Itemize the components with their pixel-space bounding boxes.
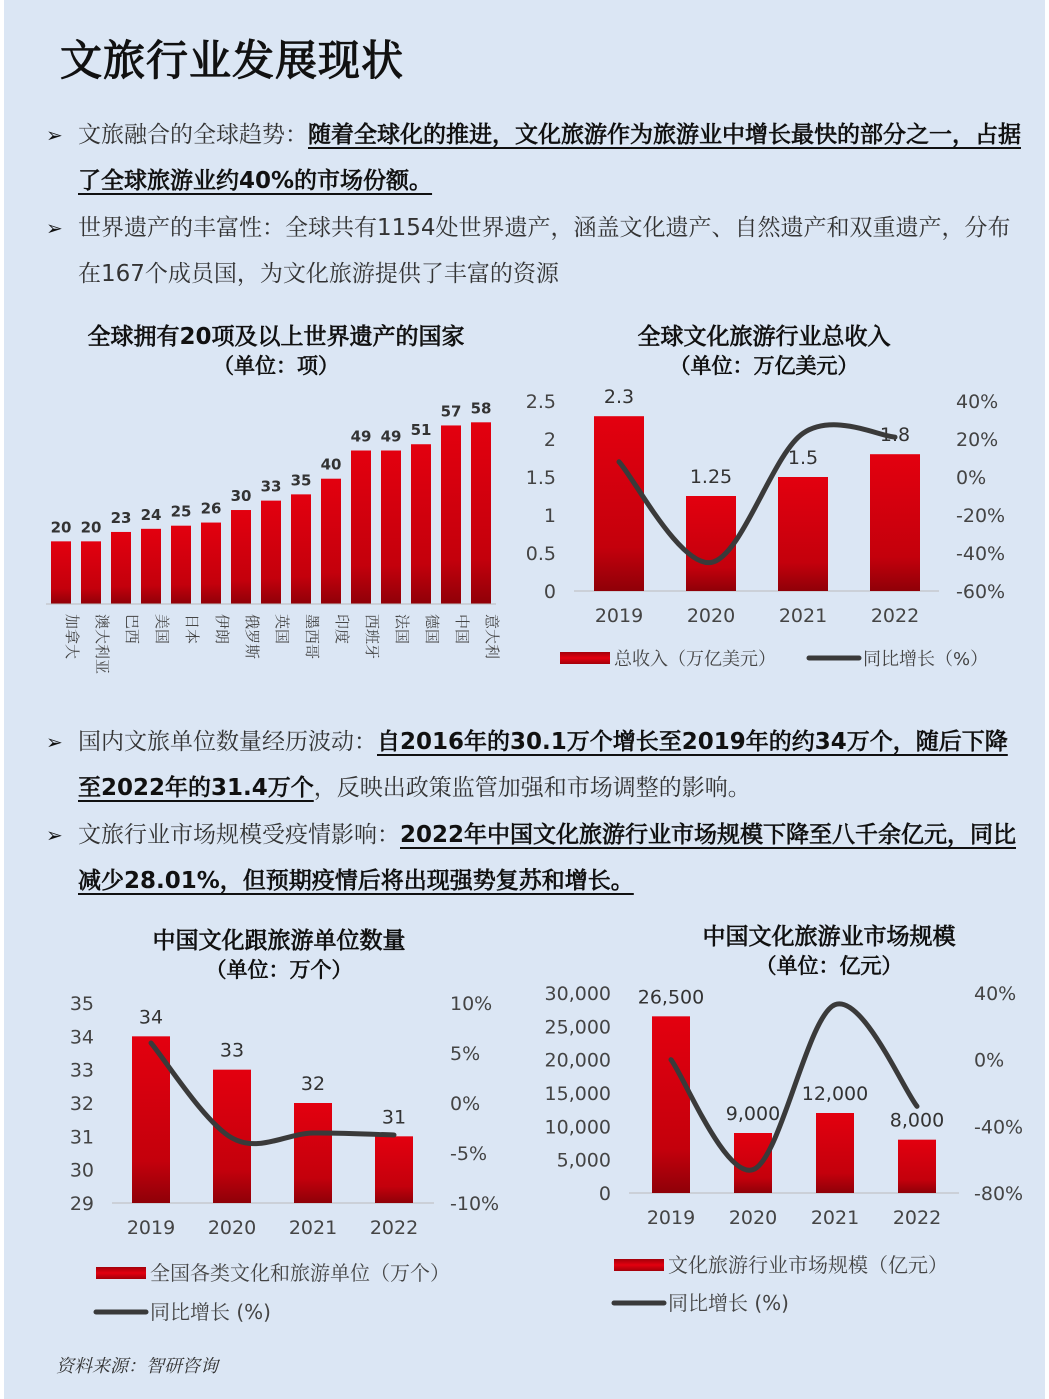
- page-title: 文旅行业发展现状: [60, 36, 405, 85]
- bullet-lead: 国内文旅单位数量经历波动：: [78, 729, 377, 755]
- y-tick-left: 33: [69, 1059, 94, 1082]
- bullet-text: 世界遗产的丰富性：全球共有1154处世界遗产，涵盖文化遗产、自然遗产和双重遗产，分布在167个成员国，为文化旅游提供了丰富的资源: [78, 215, 1011, 287]
- data-label: 26: [200, 499, 222, 518]
- x-tick-label: 2021: [288, 1217, 338, 1239]
- bar: [816, 1113, 854, 1193]
- chart-market-size: [4, 920, 1045, 1340]
- bar: [652, 1016, 690, 1193]
- y-tick-right: 40%: [974, 983, 1017, 1005]
- legend-label: 总收入（万亿美元）: [614, 649, 776, 670]
- y-tick-left: 29: [69, 1193, 94, 1215]
- data-label: 31: [381, 1106, 407, 1129]
- data-label: 1.5: [787, 447, 819, 469]
- data-label: 24: [140, 505, 162, 524]
- y-tick-right: 10%: [450, 993, 493, 1015]
- tick-label: 澳大利亚: [93, 614, 111, 675]
- bullet-highlight: 2022年中国文化旅游行业市场规模下降至八千余亿元，同比减少28.01%，但预期疫情后将出现强势复苏和增长。: [78, 822, 1017, 894]
- arrow-bullet-icon: ➢: [46, 216, 63, 240]
- tick-label: 巴西: [123, 614, 141, 645]
- y-tick-left: 1.5: [525, 467, 556, 489]
- bar: [870, 454, 920, 591]
- tick-label: 德国: [423, 614, 441, 645]
- bullet-highlight: 随着全球化的推进，文化旅游作为旅游业中增长最快的部分之一，占据了全球旅游业约40%的市场份额。: [78, 122, 1021, 194]
- data-label: 2.3: [603, 386, 635, 409]
- y-tick-right: -5%: [450, 1143, 487, 1165]
- bar: [898, 1140, 936, 1193]
- tick-label: 法国: [393, 614, 411, 645]
- bullet-lead: 文旅行业市场规模受疫情影响：: [78, 822, 400, 848]
- legend-label: 同比增长（%）: [863, 649, 989, 670]
- data-label: 20: [80, 518, 102, 537]
- y-tick-left: 0: [598, 1183, 611, 1205]
- bullet-rest: ，反映出政策监管加强和市场调整的影响。: [313, 775, 751, 801]
- bar: [686, 496, 736, 591]
- data-label: 40: [320, 455, 342, 474]
- bar: [734, 1133, 772, 1193]
- y-tick-left: 25,000: [544, 1016, 611, 1039]
- chart-subtitle: （单位：项）: [213, 354, 339, 378]
- y-tick-right: -40%: [956, 543, 1006, 565]
- y-tick-left: 10,000: [544, 1116, 611, 1139]
- arrow-bullet-icon: ➢: [46, 823, 63, 847]
- chart-global-revenue: [4, 315, 1045, 695]
- tick-label: 日本: [183, 614, 201, 645]
- y-tick-left: 20,000: [544, 1049, 611, 1072]
- bullet-highlight: 自2016年的30.1万个增长至2019年的约34万个，随后下降至2022年的31.4万个: [78, 729, 1008, 801]
- series-line: [619, 425, 895, 563]
- data-label: 1.8: [879, 424, 911, 447]
- y-tick-right: 0%: [974, 1049, 1005, 1072]
- data-label: 9,000: [725, 1103, 781, 1125]
- y-tick-right: 40%: [956, 391, 999, 413]
- chart-subtitle: （单位：万亿美元）: [669, 354, 859, 378]
- bullet-global-trend: [46, 112, 1021, 204]
- data-label: 8,000: [889, 1109, 945, 1132]
- y-tick-left: 0: [543, 581, 556, 603]
- arrow-bullet-icon: ➢: [46, 123, 63, 147]
- x-tick-label: 2019: [646, 1207, 696, 1229]
- y-tick-left: 15,000: [544, 1083, 611, 1105]
- legend-swatch-bar: [614, 1259, 664, 1271]
- y-tick-left: 31: [69, 1126, 94, 1149]
- chart-subtitle: （单位：亿元）: [755, 954, 903, 978]
- data-label: 51: [410, 421, 432, 440]
- y-tick-left: 2: [543, 429, 556, 451]
- tick-label: 美国: [153, 614, 171, 645]
- y-tick-left: 34: [69, 1026, 94, 1049]
- chart-title: 全球文化旅游行业总收入: [637, 324, 891, 350]
- y-tick-left: 30,000: [544, 983, 611, 1005]
- tick-label: 英国: [273, 614, 291, 645]
- data-label: 23: [110, 508, 132, 527]
- y-tick-left: 35: [69, 993, 94, 1015]
- y-tick-right: -10%: [450, 1193, 500, 1215]
- data-label: 33: [219, 1039, 245, 1062]
- series-line: [671, 1004, 917, 1170]
- bar: [594, 416, 644, 591]
- x-tick-label: 2019: [126, 1217, 176, 1239]
- data-label: 26,500: [637, 986, 705, 1009]
- chart-title: 中国文化旅游业市场规模: [702, 924, 956, 950]
- data-label: 35: [290, 471, 312, 490]
- x-tick-label: 2022: [892, 1207, 942, 1229]
- bar: [778, 477, 828, 591]
- x-tick-label: 2020: [207, 1217, 257, 1239]
- source-note: 资料来源：智研咨询: [56, 1356, 218, 1377]
- chart-title: 全球拥有20项及以上世界遗产的国家: [87, 324, 465, 350]
- x-tick-label: 2022: [870, 605, 920, 627]
- tick-label: 俄罗斯: [243, 614, 261, 660]
- legend-label: 全国各类文化和旅游单位（万个）: [150, 1261, 450, 1285]
- bullet-domestic-units: [46, 719, 1021, 811]
- data-label: 32: [300, 1073, 326, 1095]
- y-tick-right: 0%: [956, 467, 987, 489]
- legend-swatch-bar: [560, 652, 610, 664]
- y-tick-right: 20%: [956, 429, 999, 451]
- chart-title: 中国文化跟旅游单位数量: [152, 928, 406, 954]
- legend-label: 文化旅游行业市场规模（亿元）: [668, 1253, 948, 1277]
- tick-label: 加拿大: [63, 614, 81, 660]
- y-tick-right: -80%: [974, 1183, 1024, 1205]
- legend-label: 同比增长 (%): [150, 1300, 271, 1324]
- data-label: 49: [380, 427, 402, 446]
- y-tick-left: 30: [69, 1159, 94, 1182]
- y-tick-right: -20%: [956, 505, 1006, 527]
- y-tick-right: 5%: [450, 1043, 481, 1065]
- data-label: 12,000: [801, 1083, 869, 1105]
- y-tick-left: 1: [543, 505, 556, 527]
- tick-label: 伊朗: [213, 614, 231, 645]
- y-tick-right: -40%: [974, 1116, 1024, 1139]
- data-label: 34: [138, 1006, 164, 1029]
- legend-label: 同比增长 (%): [668, 1291, 789, 1315]
- y-tick-left: 5,000: [556, 1149, 611, 1172]
- x-tick-label: 2020: [728, 1207, 778, 1229]
- data-label: 33: [260, 477, 282, 496]
- y-tick-right: -60%: [956, 581, 1006, 603]
- data-label: 25: [170, 502, 192, 521]
- bullet-world-heritage: [46, 205, 1021, 297]
- data-label: 20: [50, 518, 72, 537]
- data-label: 58: [470, 399, 492, 418]
- page: [4, 0, 1045, 1399]
- y-tick-left: 0.5: [525, 543, 556, 565]
- data-label: 30: [230, 487, 252, 506]
- chart-subtitle: （单位：万个）: [205, 958, 353, 982]
- x-tick-label: 2020: [686, 605, 736, 627]
- x-tick-label: 2022: [369, 1217, 419, 1239]
- data-label: 49: [350, 427, 372, 446]
- y-tick-left: 32: [69, 1093, 94, 1115]
- y-tick-left: 2.5: [525, 391, 556, 413]
- y-tick-right: 0%: [450, 1093, 481, 1115]
- tick-label: 印度: [333, 614, 351, 645]
- x-tick-label: 2021: [810, 1207, 860, 1229]
- bullet-market-size: [46, 812, 1021, 904]
- x-tick-label: 2021: [778, 605, 828, 627]
- tick-label: 意大利: [483, 614, 501, 660]
- data-label: 1.25: [689, 466, 733, 488]
- data-label: 57: [440, 402, 462, 421]
- arrow-bullet-icon: ➢: [46, 730, 63, 754]
- tick-label: 中国: [453, 614, 471, 645]
- tick-label: 西班牙: [363, 614, 381, 660]
- tick-label: 墨西哥: [303, 614, 321, 660]
- bullet-lead: 文旅融合的全球趋势：: [78, 122, 308, 148]
- x-tick-label: 2019: [594, 605, 644, 627]
